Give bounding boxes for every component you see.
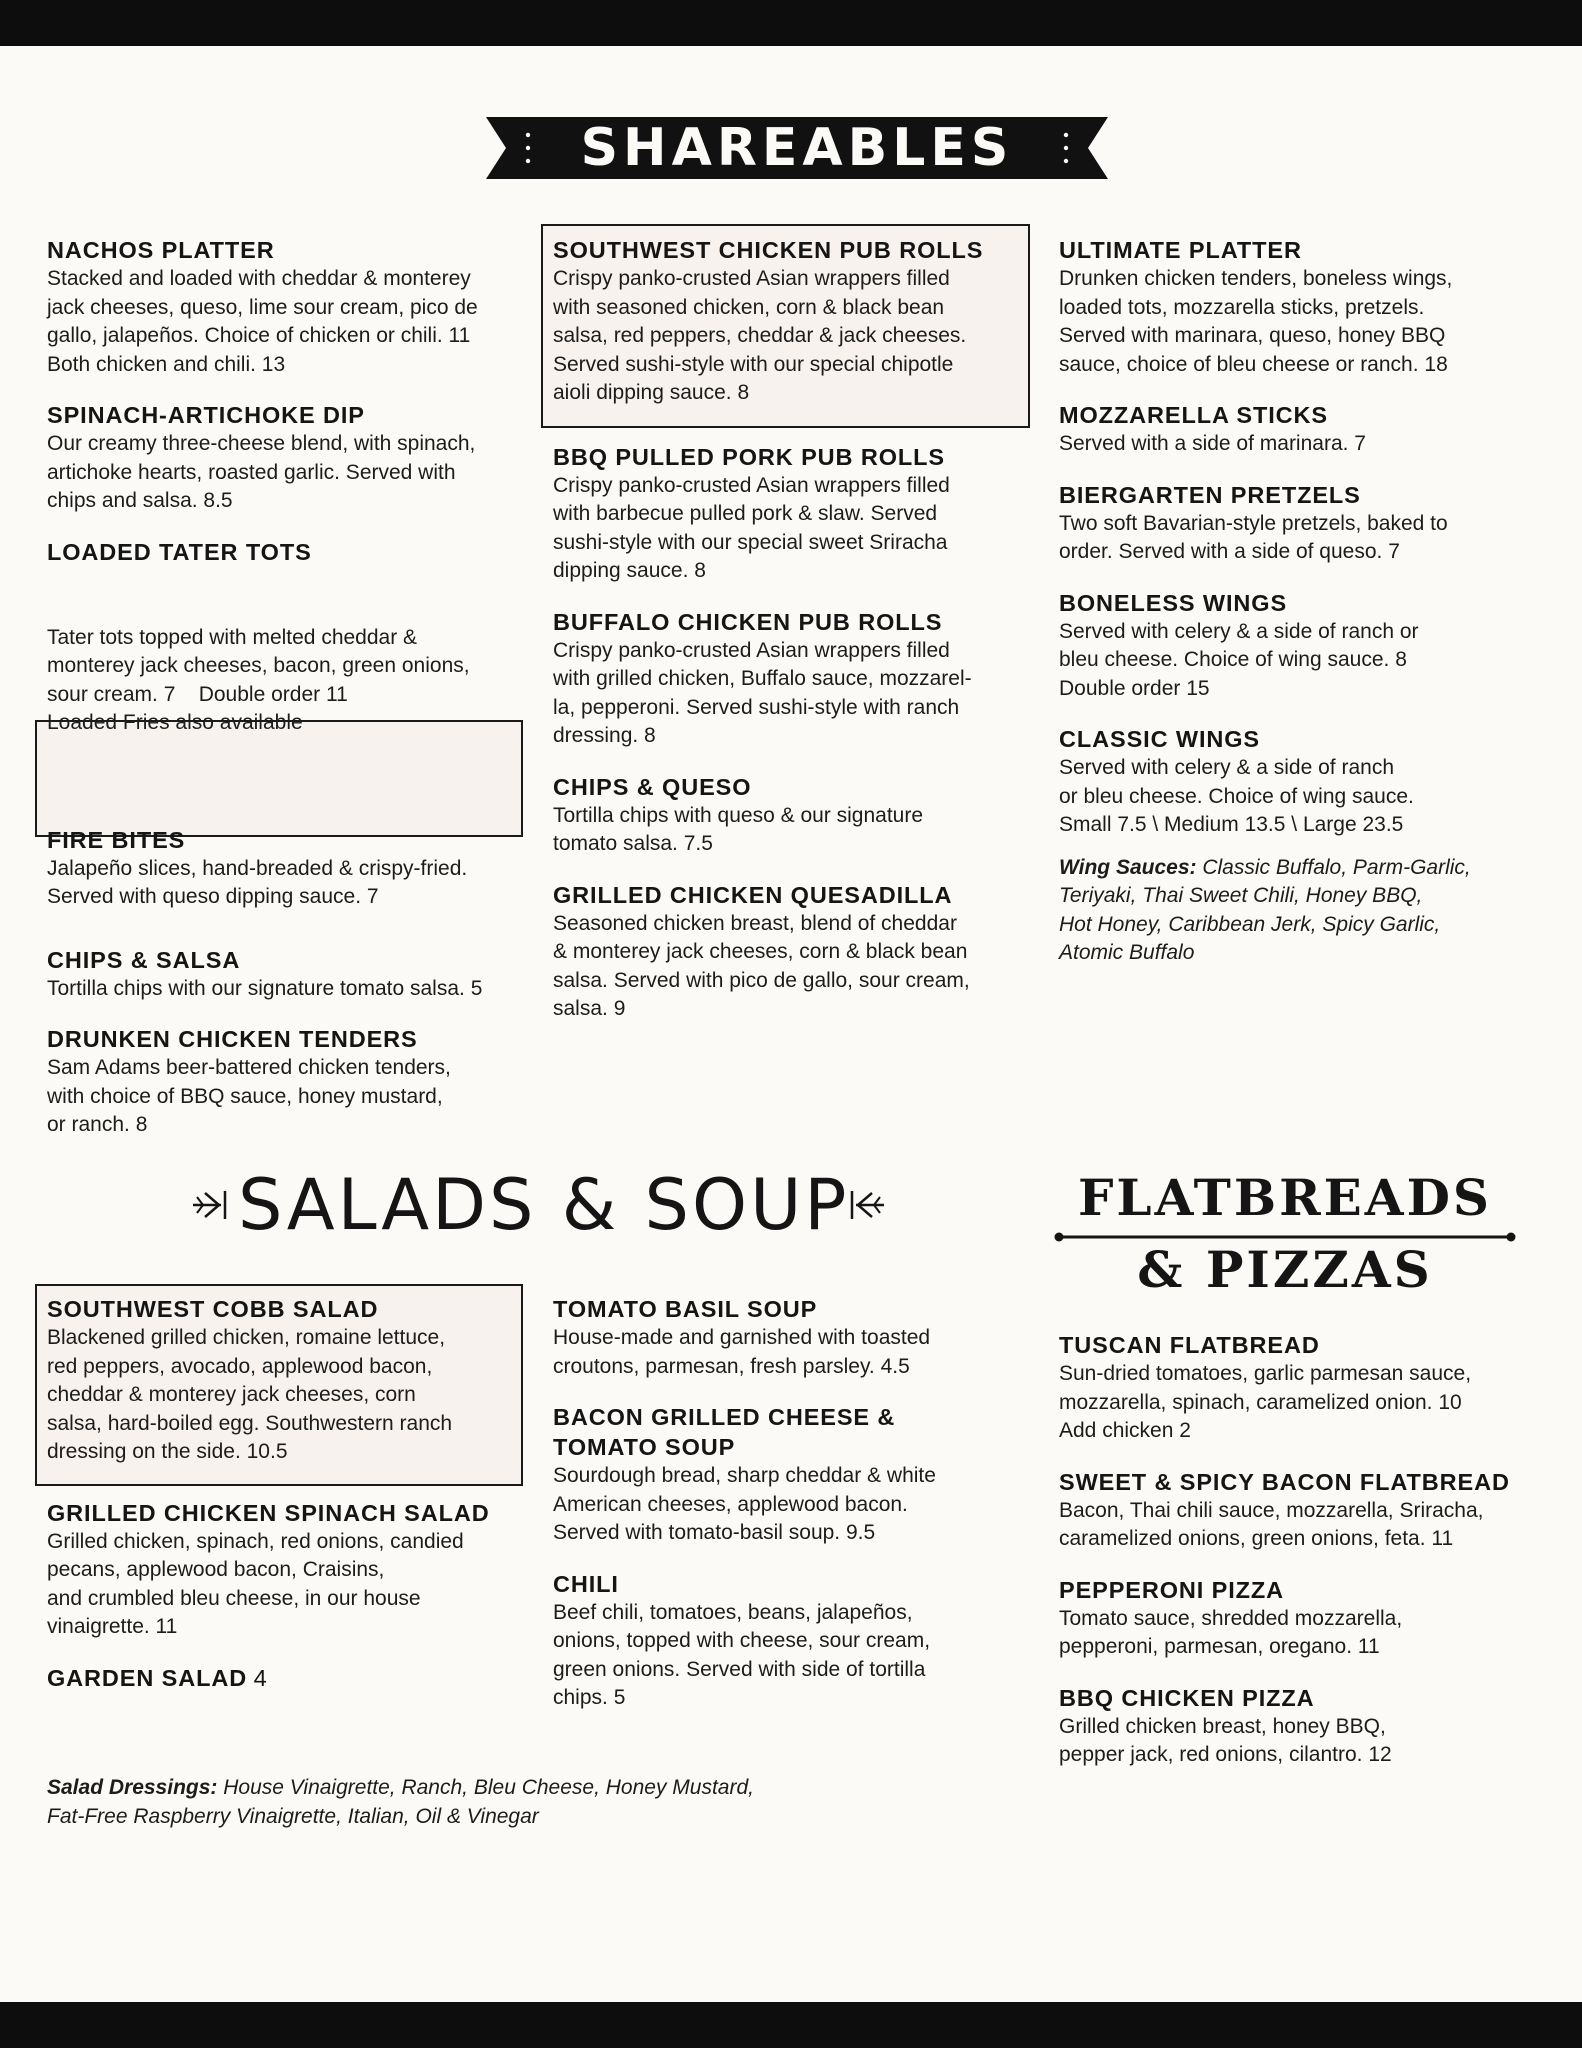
item-title: PEPPERONI PIZZA bbox=[1059, 1576, 1285, 1603]
menu-item bbox=[1059, 588, 1549, 704]
salads-col-1 bbox=[47, 1294, 547, 1714]
top-bar bbox=[0, 0, 1582, 46]
item-description: Drunken chicken tenders, boneless wings, loaded tots, mozzarella sticks, pretzels. Served with marinara, queso, honey BBQ sauce, choice of bleu cheese or ranch. 18 bbox=[1059, 267, 1453, 376]
menu-item bbox=[553, 442, 1033, 586]
item-description: Tomato sauce, shredded mozzarella, pepperoni, parmesan, oregano. 11 bbox=[1059, 1606, 1403, 1658]
shareables-col-2 bbox=[553, 235, 1033, 1045]
menu-item bbox=[553, 235, 1033, 408]
menu-item bbox=[553, 772, 1033, 859]
menu-item bbox=[1059, 400, 1549, 459]
item-description: Sam Adams beer-battered chicken tenders, with choice of BBQ sauce, honey mustard, or ranch. 8 bbox=[47, 1056, 451, 1136]
item-description: Grilled chicken breast, honey BBQ, pepper jack, red onions, cilantro. 12 bbox=[1059, 1714, 1392, 1766]
item-description: Crispy panko-crusted Asian wrappers filled with barbecue pulled pork & slaw. Served sushi-style with our special sweet Sriracha dipping sauce. 8 bbox=[553, 473, 950, 582]
menu-item bbox=[1059, 724, 1549, 840]
menu-item bbox=[47, 1294, 547, 1467]
menu-item bbox=[47, 945, 537, 1004]
item-description: Crispy panko-crusted Asian wrappers filled with grilled chicken, Buffalo sauce, mozzarel- la, pepperoni. Served sushi-style with ranch dressing. 8 bbox=[553, 638, 972, 747]
item-title-continued: TOMATO SOUP bbox=[553, 1434, 736, 1460]
arrow-ornament-icon bbox=[191, 1185, 231, 1225]
menu-item bbox=[1059, 235, 1549, 379]
salads-col-2 bbox=[553, 1294, 1033, 1734]
item-title: CHILI bbox=[553, 1570, 619, 1597]
item-description: Jalapeño slices, hand-breaded & crispy-fried. Served with queso dipping sauce. 7 bbox=[47, 856, 468, 908]
item-title: GRILLED CHICKEN SPINACH SALAD bbox=[47, 1499, 490, 1526]
item-description: Beef chili, tomatoes, beans, jalapeños, onions, topped with cheese, sour cream, green onions. Served with side of tortilla chips. 5 bbox=[553, 1600, 931, 1709]
item-description: Served with celery & a side of ranch or bleu cheese. Choice of wing sauce. 8 Double order 15 bbox=[1059, 619, 1419, 700]
flatbreads-col bbox=[1059, 1330, 1559, 1791]
arrow-ornament-icon bbox=[846, 1185, 886, 1225]
item-description: Bacon, Thai chili sauce, mozzarella, Sriracha, caramelized onions, green onions, feta. 11 bbox=[1059, 1498, 1484, 1550]
item-description: Sourdough bread, sharp cheddar & white American cheeses, applewood bacon. Served with tomato-basil soup. 9.5 bbox=[553, 1464, 936, 1544]
menu-item bbox=[553, 880, 1033, 1024]
item-title: CHIPS & SALSA bbox=[47, 946, 241, 973]
item-description: Tortilla chips with queso & our signature tomato salsa. 7.5 bbox=[553, 803, 924, 855]
item-description: Blackened grilled chicken, romaine lettuce, red peppers, avocado, applewood bacon, cheddar & monterey jack cheeses, corn salsa, hard-boiled egg. Southwestern ranch dressing on the side. 10.5 bbox=[47, 1326, 453, 1463]
menu-item bbox=[47, 1024, 537, 1140]
menu-item bbox=[1059, 1575, 1559, 1662]
item-description: Grilled chicken, spinach, red onions, candied pecans, applewood bacon, Craisins, and crumbled bleu cheese, in our house vinaigrette. 11 bbox=[47, 1529, 464, 1638]
menu-item bbox=[47, 400, 537, 516]
menu-item bbox=[47, 537, 537, 795]
salad-dressings-note: Salad Dressings: House Vinaigrette, Ranch, Bleu Cheese, Honey Mustard, Fat-Free Raspberry Vinaigrette, Italian, Oil & Vinegar bbox=[47, 1776, 754, 1828]
shareables-heading: SHAREABLES bbox=[580, 118, 1014, 178]
item-title: SOUTHWEST CHICKEN PUB ROLLS bbox=[553, 237, 984, 263]
item-description: Sun-dried tomatoes, garlic parmesan sauce, mozzarella, spinach, caramelized onion. 10 Add chicken 2 bbox=[1059, 1362, 1472, 1442]
bottom-bar bbox=[0, 2002, 1582, 2048]
salads-soup-heading bbox=[186, 1165, 886, 1245]
item-description: Seasoned chicken breast, blend of cheddar & monterey jack cheeses, corn & black bean salsa. Served with pico de gallo, sour cream, salsa. 9 bbox=[553, 911, 970, 1020]
item-title: TUSCAN FLATBREAD bbox=[1059, 1332, 1320, 1358]
item-description: Two soft Bavarian-style pretzels, baked to order. Served with a side of queso. 7 bbox=[1059, 511, 1448, 563]
item-title: BACON GRILLED CHEESE & bbox=[553, 1404, 896, 1430]
item-title: MOZZARELLA STICKS bbox=[1059, 402, 1328, 428]
menu-item bbox=[47, 235, 537, 379]
menu-item bbox=[553, 1569, 1033, 1713]
item-title: BBQ PULLED PORK PUB ROLLS bbox=[553, 443, 945, 470]
item-title: GARDEN SALAD 4 bbox=[47, 1664, 267, 1691]
menu-item bbox=[47, 1663, 547, 1693]
menu-item bbox=[47, 1498, 547, 1642]
item-title: SPINACH-ARTICHOKE DIP bbox=[47, 402, 365, 428]
item-title: BIERGARTEN PRETZELS bbox=[1059, 481, 1361, 508]
item-description: Served with celery & a side of ranch or bleu cheese. Choice of wing sauce. Small 7.5 \ Medium 13.5 \ Large 23.5 bbox=[1059, 756, 1414, 836]
item-description: Tater tots topped with melted cheddar & monterey jack cheeses, bacon, green onions, sour cream. 7 Double order 11 Loaded Fries also available bbox=[47, 625, 470, 734]
salads-soup-title: SALADS & SOUP bbox=[238, 1164, 850, 1246]
flatbreads-pizzas-heading bbox=[1050, 1170, 1520, 1305]
menu-item bbox=[553, 1294, 1033, 1381]
menu-item bbox=[1059, 1330, 1559, 1446]
item-title: CHIPS & QUESO bbox=[553, 773, 752, 800]
menu-item bbox=[1059, 1467, 1559, 1554]
item-description: Our creamy three-cheese blend, with spinach, artichoke hearts, roasted garlic. Served with chips and salsa. 8.5 bbox=[47, 432, 476, 512]
item-title: CLASSIC WINGS bbox=[1059, 726, 1261, 752]
item-title: TOMATO BASIL SOUP bbox=[553, 1296, 818, 1322]
shareables-banner bbox=[486, 117, 1108, 179]
item-description: Tortilla chips with our signature tomato salsa. 5 bbox=[47, 976, 483, 1000]
item-title: NACHOS PLATTER bbox=[47, 237, 275, 263]
item-title: BUFFALO CHICKEN PUB ROLLS bbox=[553, 608, 943, 635]
menu-item bbox=[1059, 480, 1549, 567]
menu-item bbox=[1059, 1683, 1559, 1770]
item-title: SOUTHWEST COBB SALAD bbox=[47, 1296, 379, 1322]
menu-item bbox=[47, 825, 537, 912]
item-title: BBQ CHICKEN PIZZA bbox=[1059, 1684, 1315, 1711]
wing-sauces-note: Wing Sauces: Classic Buffalo, Parm-Garlic, Teriyaki, Thai Sweet Chili, Honey BBQ, Hot Honey, Caribbean Jerk, Spicy Garlic, Atomic Buffalo bbox=[1059, 855, 1471, 964]
item-title: BONELESS WINGS bbox=[1059, 589, 1288, 616]
pizzas-title: & PIZZAS bbox=[1137, 1240, 1433, 1299]
item-description: Served with a side of marinara. 7 bbox=[1059, 432, 1366, 455]
shareables-col-3 bbox=[1059, 235, 1549, 968]
menu-item bbox=[553, 1402, 1033, 1548]
item-title: FIRE BITES bbox=[47, 826, 186, 853]
item-description: Stacked and loaded with cheddar & monterey jack cheeses, queso, lime sour cream, pico de gallo, jalapeños. Choice of chicken or chili. 11 Both chicken and chili. 13 bbox=[47, 267, 478, 376]
item-title: DRUNKEN CHICKEN TENDERS bbox=[47, 1026, 418, 1052]
flatbreads-title: FLATBREADS bbox=[1077, 1168, 1493, 1227]
item-description: Crispy panko-crusted Asian wrappers filled with seasoned chicken, corn & black bean salsa, red peppers, cheddar & jack cheeses. Served sushi-style with our special chipotle aioli dipping sauce. 8 bbox=[553, 267, 967, 404]
menu-item bbox=[553, 607, 1033, 751]
shareables-col-1 bbox=[47, 235, 537, 1161]
item-description: House-made and garnished with toasted croutons, parmesan, fresh parsley. 4.5 bbox=[553, 1326, 931, 1378]
item-title: SWEET & SPICY BACON FLATBREAD bbox=[1059, 1468, 1510, 1495]
item-title: GRILLED CHICKEN QUESADILLA bbox=[553, 881, 953, 908]
item-title: LOADED TATER TOTS bbox=[47, 538, 312, 565]
item-title: ULTIMATE PLATTER bbox=[1059, 237, 1302, 263]
